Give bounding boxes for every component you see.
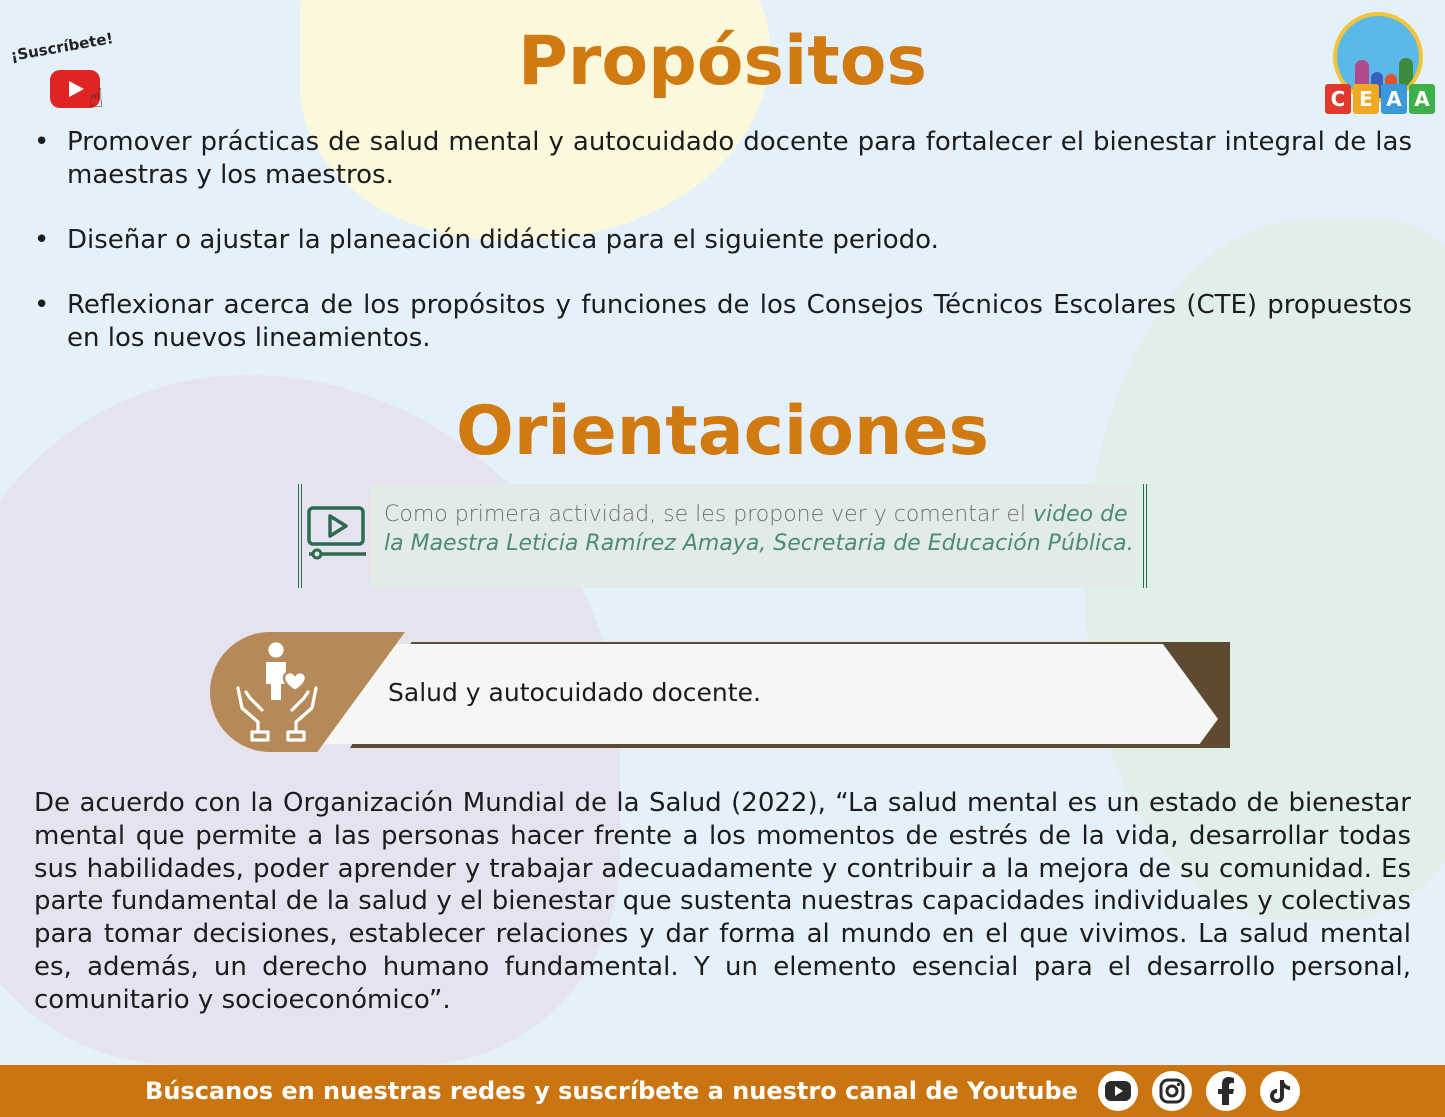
footer-text: Búscanos en nuestras redes y suscríbete a nuestro canal de Youtube	[145, 1077, 1078, 1105]
facebook-icon[interactable]	[1206, 1071, 1246, 1111]
footer-bar	[0, 1065, 1445, 1117]
logo-letter: E	[1353, 84, 1379, 114]
section-label: Salud y autocuidado docente.	[388, 678, 761, 707]
oms-quote-paragraph: De acuerdo con la Organización Mundial de la Salud (2022), “La salud mental es un estado de bienestar mental que permite a las personas hacer frente a los momentos de estrés de la vida, desarrollar todas sus habilidades, poder aprender y trabajar adecuadamente y contribuir a la mejora de su comunidad. Es parte fundamental de la salud y el bienestar que sustenta nuestras capacidades individuales y colectivas para tomar decisiones, establecer relaciones y dar forma al mundo en el que vivimos. La salud mental es, además, un derecho humano fundamental. Y un elemento esencial para el desarrollo personal, comunitario y socioeconómico”.	[34, 788, 1411, 1015]
logo-letter: C	[1325, 84, 1351, 114]
proposito-item: • Diseñar o ajustar la planeación didáctica para el siguiente periodo.	[30, 224, 1412, 257]
propositos-list	[30, 126, 1412, 387]
video-note-link[interactable]: video de la Maestra Leticia Ramírez Amaya, Secretaria de Educación Pública.	[384, 502, 1134, 556]
logo-letter: A	[1409, 84, 1435, 114]
proposito-item: • Promover prácticas de salud mental y autocuidado docente para fortalecer el bienestar integral de las maestras y los maestros.	[30, 126, 1412, 192]
youtube-icon[interactable]	[1098, 1071, 1138, 1111]
self-care-hands-icon	[228, 638, 328, 743]
video-note-box	[298, 484, 1147, 588]
video-note-plain: Como primera actividad, se les propone ver y comentar el	[384, 502, 1033, 527]
orientaciones-title: Orientaciones	[456, 392, 989, 471]
section-banner-salud	[210, 630, 1230, 755]
video-player-icon	[306, 502, 368, 562]
box-left-rule	[298, 484, 302, 588]
logo-letter: A	[1381, 84, 1407, 114]
instagram-icon[interactable]	[1152, 1071, 1192, 1111]
propositos-title: Propósitos	[518, 22, 927, 101]
subscribe-label: ¡Suscríbete!	[9, 29, 115, 65]
box-right-rule	[1143, 484, 1147, 588]
pointer-hand-icon: ☝	[88, 84, 104, 114]
tiktok-icon[interactable]	[1260, 1071, 1300, 1111]
video-note-text	[384, 500, 1136, 558]
proposito-item: • Reflexionar acerca de los propósitos y funciones de los Consejos Técnicos Escolares (CTE) propuestos en los nuevos lineamientos.	[30, 289, 1412, 355]
